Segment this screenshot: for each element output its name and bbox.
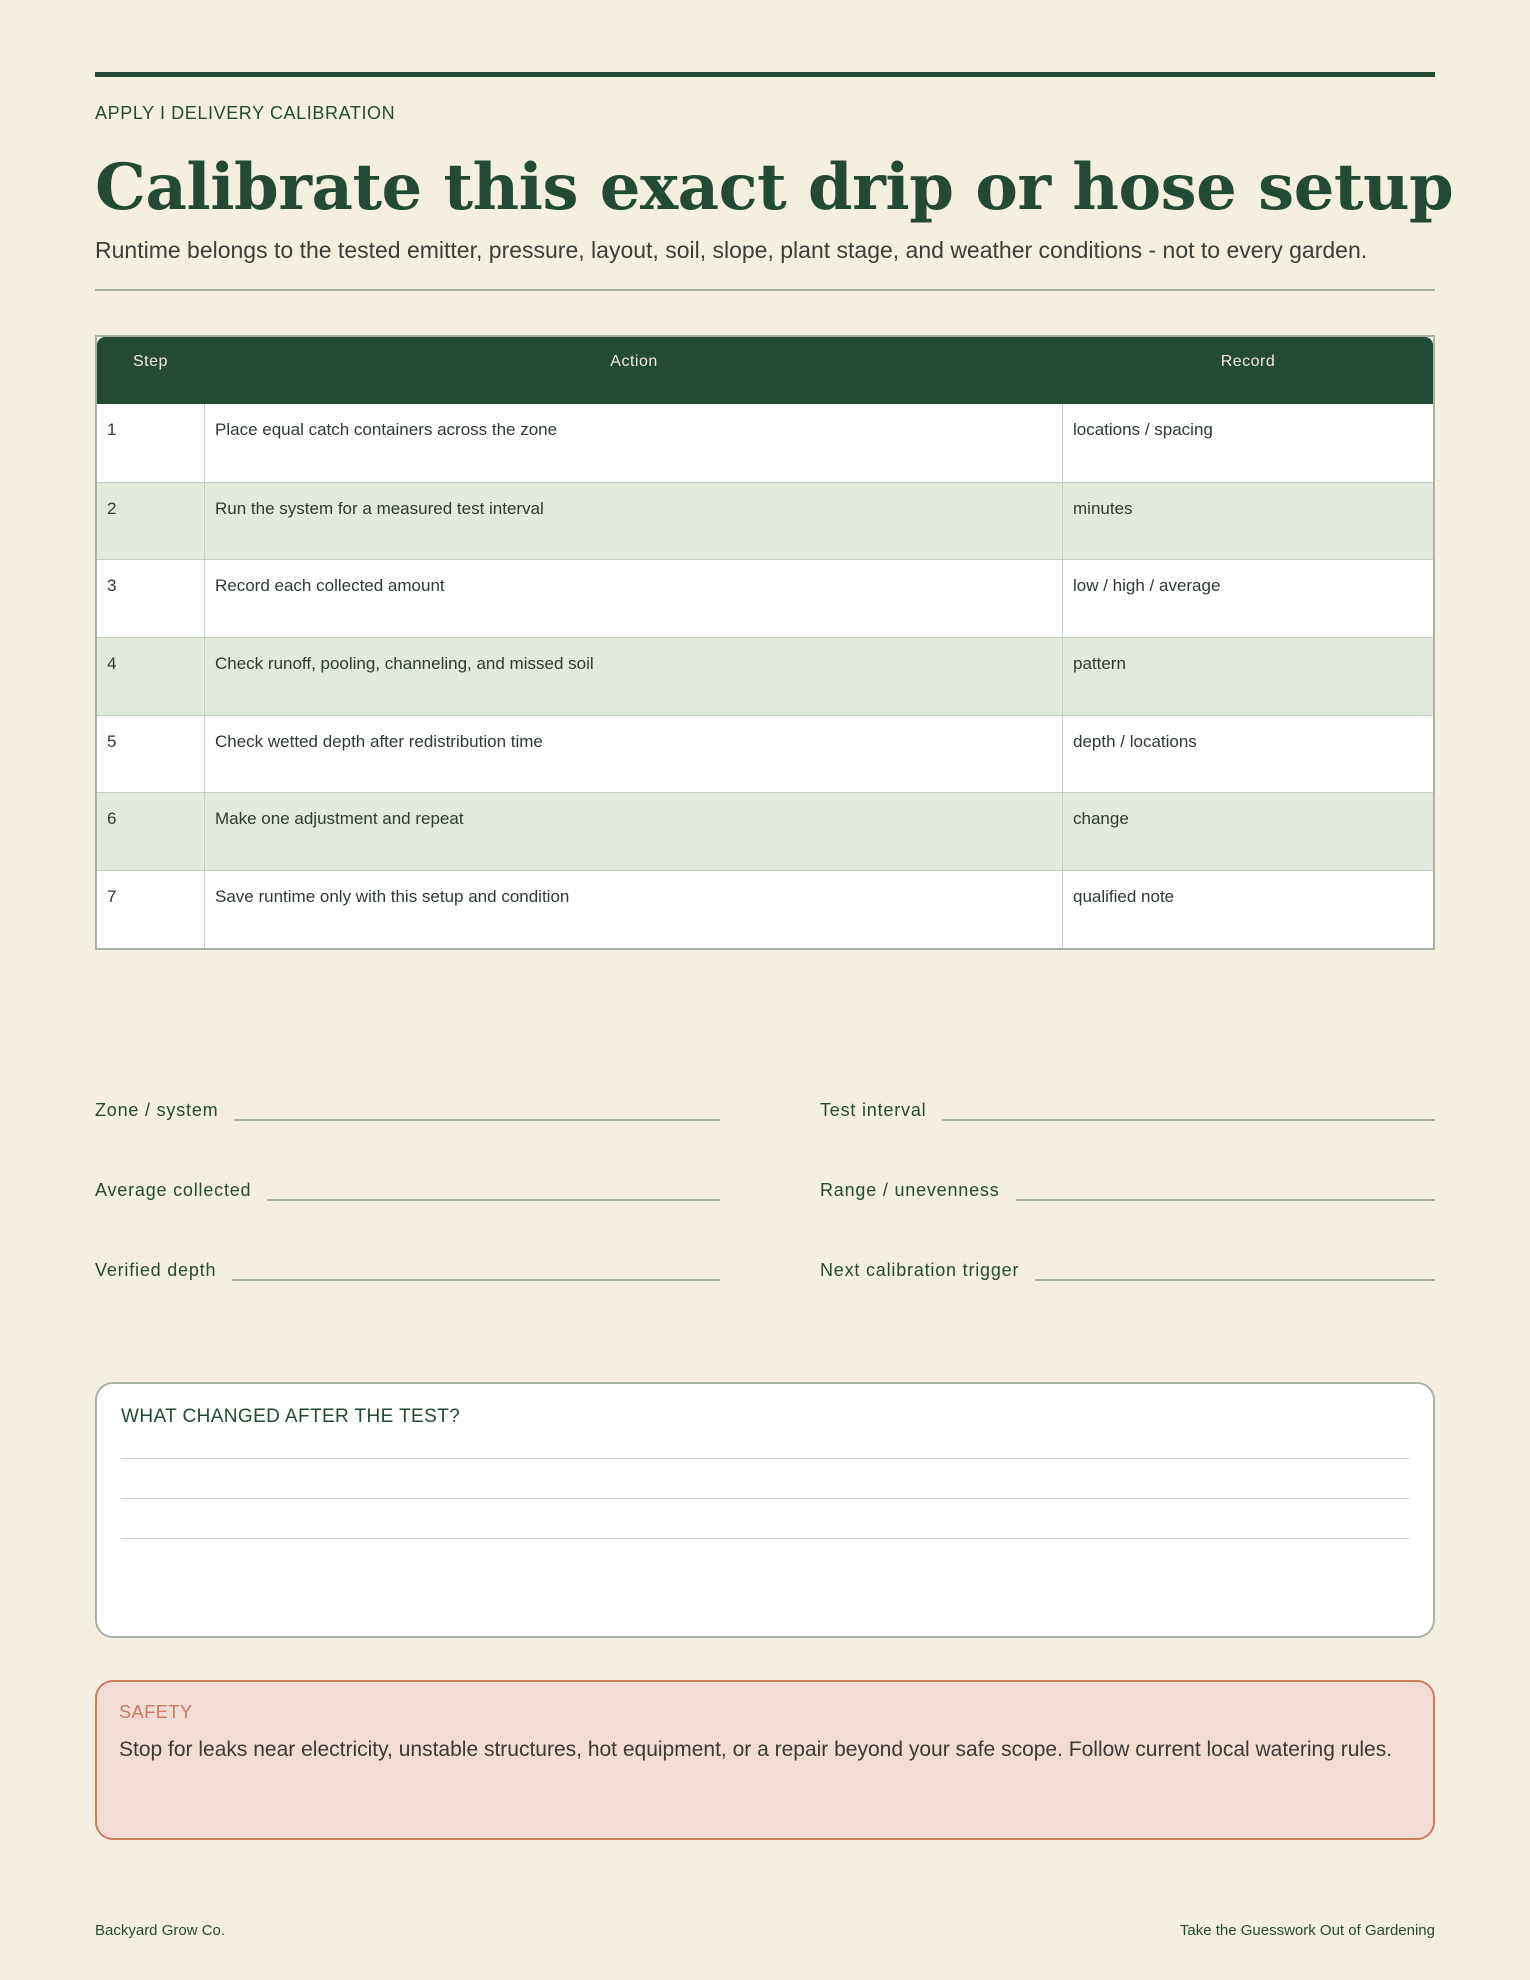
range-unevenness-label: Range / unevenness <box>820 1180 1000 1200</box>
next-calibration-trigger-label: Next calibration trigger <box>820 1260 1020 1280</box>
step-cell: 2 <box>97 483 205 560</box>
step-cell: 3 <box>97 560 205 637</box>
footer-tagline: Take the Guesswork Out of Gardening <box>1179 1922 1435 1939</box>
verified-depth-field[interactable] <box>95 1260 720 1281</box>
action-cell: Check runoff, pooling, channeling, and missed soil <box>205 638 1063 715</box>
table-row <box>97 715 1433 793</box>
action-cell: Check wetted depth after redistribution time <box>205 716 1063 793</box>
calibration-table <box>95 335 1435 950</box>
page-subtitle: Runtime belongs to the tested emitter, pressure, layout, soil, slope, plant stage, and weather conditions - not to every garden. <box>95 237 1368 263</box>
column-header-record: Record <box>1220 353 1276 370</box>
zone-system-field[interactable] <box>95 1100 720 1121</box>
average-collected-line[interactable] <box>267 1181 720 1201</box>
table-body <box>97 404 1433 948</box>
what-changed-title: WHAT CHANGED AFTER THE TEST? <box>121 1406 461 1427</box>
writing-line[interactable] <box>121 1498 1409 1499</box>
step-cell: 7 <box>97 871 205 948</box>
range-unevenness-line[interactable] <box>1016 1181 1435 1201</box>
zone-system-line[interactable] <box>234 1101 720 1121</box>
step-cell: 6 <box>97 793 205 870</box>
table-header <box>97 337 1433 404</box>
next-calibration-trigger-line[interactable] <box>1035 1261 1435 1281</box>
column-header-step: Step <box>133 353 168 370</box>
table-row <box>97 404 1433 482</box>
table-row <box>97 792 1433 870</box>
worksheet-page <box>95 0 1454 1980</box>
table-row <box>97 482 1433 560</box>
action-cell: Run the system for a measured test interval <box>205 483 1063 560</box>
verified-depth-label: Verified depth <box>95 1260 217 1280</box>
step-cell: 1 <box>97 404 205 482</box>
page-title: Calibrate this exact drip or hose setup <box>95 150 1454 225</box>
test-interval-field[interactable] <box>820 1100 1435 1121</box>
step-cell: 4 <box>97 638 205 715</box>
table-row <box>97 637 1433 715</box>
next-calibration-trigger-field[interactable] <box>820 1260 1435 1281</box>
record-cell: low / high / average <box>1073 576 1221 596</box>
test-interval-line[interactable] <box>942 1101 1435 1121</box>
zone-system-label: Zone / system <box>95 1100 219 1120</box>
safety-text: Stop for leaks near electricity, unstable structures, hot equipment, or a repair beyond your safe scope. Follow current local watering rules. <box>119 1738 1393 1761</box>
writing-line[interactable] <box>121 1538 1409 1539</box>
average-collected-field[interactable] <box>95 1180 720 1201</box>
writing-line[interactable] <box>121 1458 1409 1459</box>
safety-title: SAFETY <box>119 1702 193 1722</box>
eyebrow-label: APPLY I DELIVERY CALIBRATION <box>95 103 396 123</box>
action-cell: Save runtime only with this setup and condition <box>205 871 1063 948</box>
action-cell: Record each collected amount <box>205 560 1063 637</box>
table-row <box>97 870 1433 948</box>
column-header-action: Action <box>610 353 658 370</box>
record-cell: depth / locations <box>1073 731 1197 751</box>
average-collected-label: Average collected <box>95 1180 252 1200</box>
record-cell: qualified note <box>1073 887 1175 907</box>
verified-depth-line[interactable] <box>232 1261 720 1281</box>
table-row <box>97 559 1433 637</box>
test-interval-label: Test interval <box>820 1100 927 1120</box>
record-cell: change <box>1073 809 1129 829</box>
divider <box>95 289 1435 291</box>
what-changed-box[interactable] <box>95 1382 1435 1638</box>
safety-callout <box>95 1680 1435 1840</box>
record-cell: locations / spacing <box>1073 420 1213 439</box>
footer-brand: Backyard Grow Co. <box>95 1922 226 1939</box>
top-rule <box>95 72 1435 77</box>
action-cell: Place equal catch containers across the zone <box>205 404 1063 482</box>
action-cell: Make one adjustment and repeat <box>205 793 1063 870</box>
step-cell: 5 <box>97 716 205 793</box>
range-unevenness-field[interactable] <box>820 1180 1435 1201</box>
record-cell: pattern <box>1073 654 1126 674</box>
record-cell: minutes <box>1073 498 1133 518</box>
